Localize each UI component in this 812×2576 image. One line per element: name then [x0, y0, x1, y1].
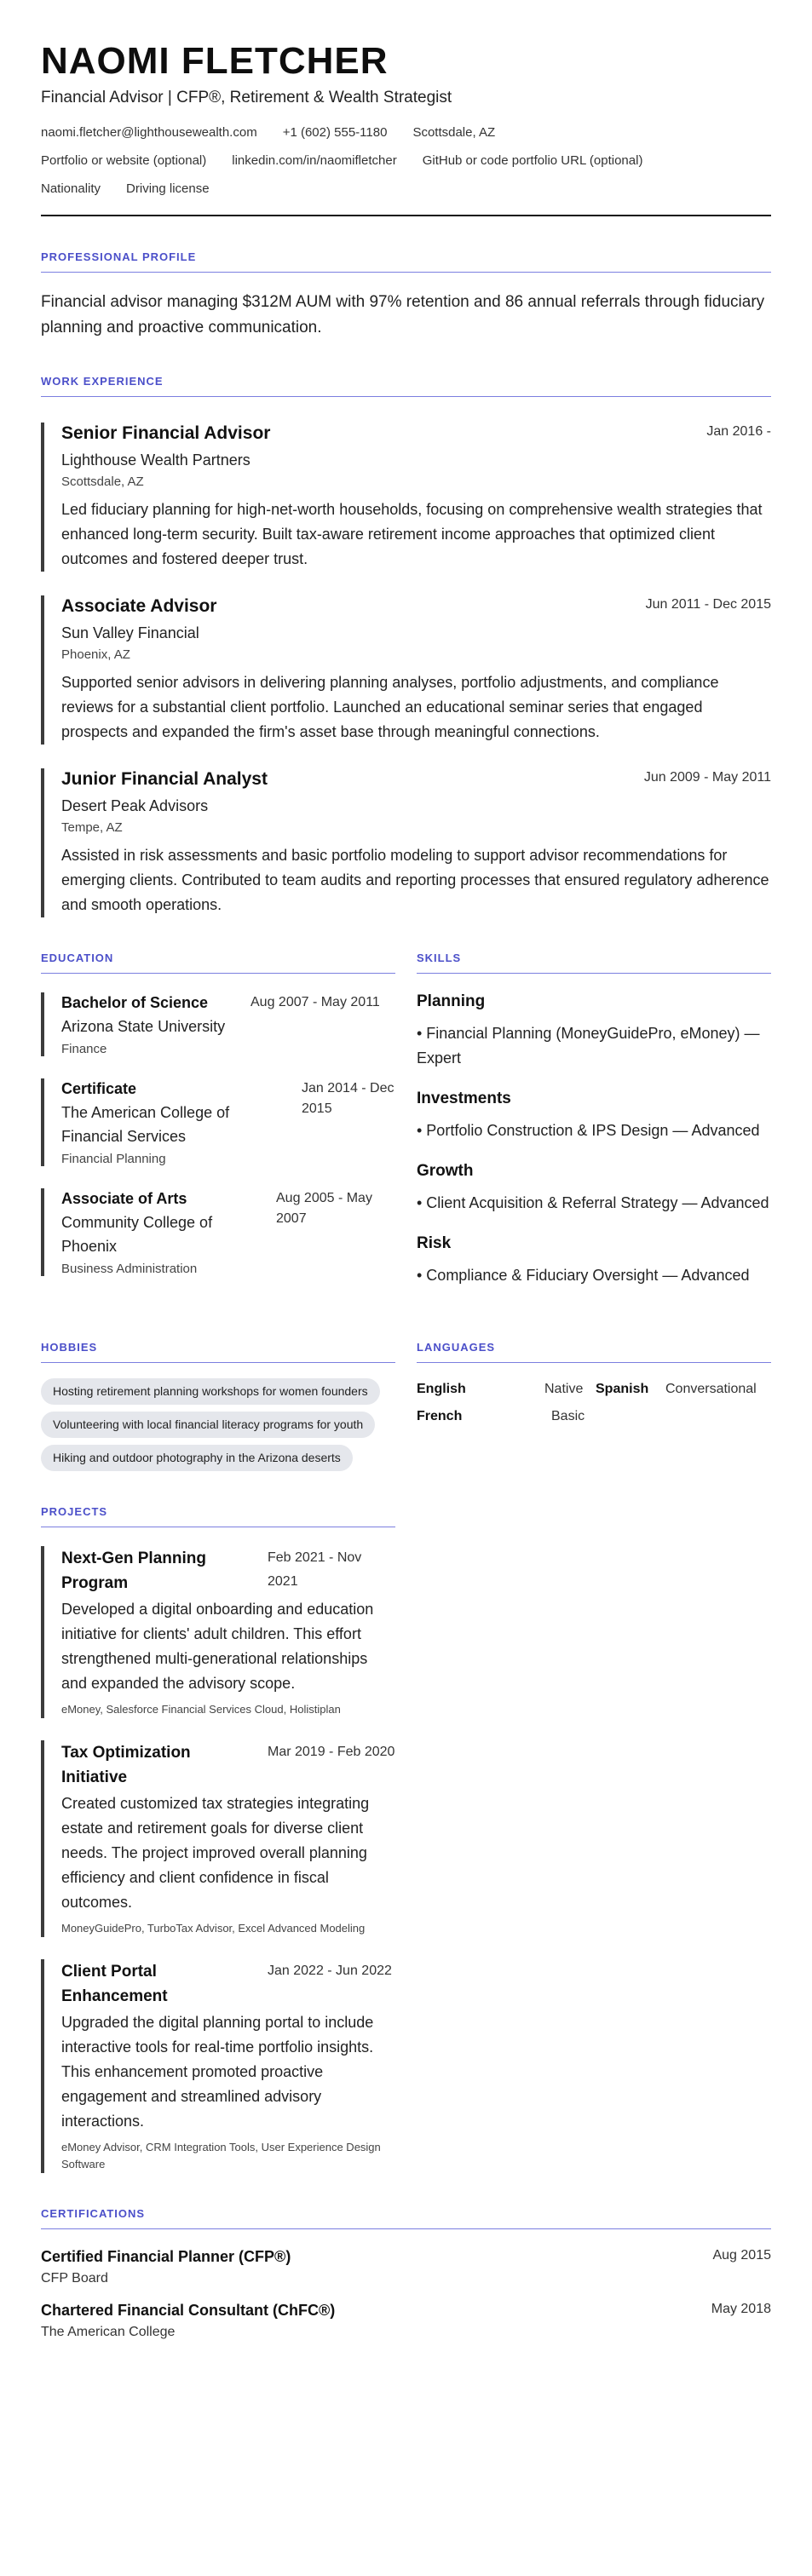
- section-title-skills: SKILLS: [417, 952, 771, 974]
- section-title-experience: WORK EXPERIENCE: [41, 375, 771, 397]
- project-tools: eMoney, Salesforce Financial Services Cloud, Holistiplan: [61, 1703, 341, 1716]
- project-description: Created customized tax strategies integrating estate and retirement goals for diverse client needs. The project improved overall planning efficiency and client confidence in fiscal outcomes.: [61, 1795, 370, 1911]
- section-title-profile: PROFESSIONAL PROFILE: [41, 250, 771, 273]
- cert-name: Certified Financial Planner (CFP®): [41, 2248, 291, 2265]
- cert-name: Chartered Financial Consultant (ChFC®): [41, 2302, 336, 2319]
- language-name: Spanish: [596, 1382, 649, 1396]
- education-skills-row: [41, 917, 771, 1288]
- project-name: Client Portal Enhancement: [61, 1963, 168, 2005]
- language-level: Basic: [551, 1409, 585, 1423]
- project-name: Tax Optimization Initiative: [61, 1744, 191, 1786]
- cert-issuer: CFP Board: [41, 2271, 108, 2286]
- section-title-projects: PROJECTS: [41, 1505, 395, 1527]
- resume-header: [41, 39, 771, 216]
- job-company: Desert Peak Advisors: [61, 797, 209, 814]
- edu-field: Financial Planning: [61, 1152, 166, 1166]
- project-tools: eMoney Advisor, CRM Integration Tools, User Experience Design Software: [61, 2141, 381, 2171]
- linkedin-link[interactable]: linkedin.com/in/naomifletcher: [232, 153, 397, 168]
- cert-date: Aug 2015: [712, 2248, 771, 2263]
- edu-field: Finance: [61, 1042, 107, 1056]
- edu-date: Aug 2007 - May 2011: [251, 995, 380, 1009]
- language-row: [417, 1409, 771, 1424]
- nationality: Nationality: [41, 181, 101, 196]
- job-date: Jun 2009 - May 2011: [643, 770, 771, 785]
- languages-column: [417, 1288, 771, 1471]
- skill-item: • Portfolio Construction & IPS Design — Advanced: [417, 1122, 760, 1139]
- job-date: Jan 2016 -: [706, 424, 771, 439]
- edu-date: Jan 2014 - Dec 2015: [302, 1081, 394, 1116]
- portfolio-link[interactable]: Portfolio or website (optional): [41, 153, 207, 168]
- edu-school: Arizona State University: [61, 1018, 226, 1035]
- job-entry: [41, 595, 771, 745]
- hobbies-column: [41, 1288, 395, 1471]
- job-description: Led fiduciary planning for high-net-worth households, focusing on comprehensive wealth strategies that enhanced long-term security. Built tax-aware retirement income approaches that optimized client outcomes and fostered deeper trust.: [61, 501, 763, 567]
- job-location: Phoenix, AZ: [61, 647, 130, 662]
- project-entry: [41, 1546, 395, 1718]
- project-date: Feb 2021 - Nov 2021: [268, 1550, 362, 1589]
- project-description: Upgraded the digital planning portal to include interactive tools for real-time portfolio insights. This enhancement promoted proactive engagement and streamlined advisory interactions.: [61, 2014, 374, 2130]
- skills-column: [417, 917, 771, 1288]
- project-tools: MoneyGuidePro, TurboTax Advisor, Excel Advanced Modeling: [61, 1922, 366, 1935]
- education-column: [41, 917, 395, 1288]
- education-entry: [41, 1078, 395, 1166]
- project-entry: [41, 1959, 395, 2173]
- edu-degree: Bachelor of Science: [61, 994, 209, 1011]
- job-description: Supported senior advisors in delivering planning analyses, portfolio adjustments, and compliance reviews for a substantial client portfolio. Launched an educational seminar series that engaged prospects and expanded the firm's asset base through meaningful connections.: [61, 674, 719, 740]
- job-role: Senior Financial Advisor: [61, 423, 271, 443]
- job-company: Sun Valley Financial: [61, 624, 199, 641]
- hobby-list: [41, 1378, 395, 1471]
- edu-field: Business Administration: [61, 1262, 198, 1276]
- hobbies-languages-row: [41, 1288, 771, 1471]
- section-title-languages: LANGUAGES: [417, 1341, 771, 1363]
- email-link[interactable]: naomi.fletcher@lighthousewealth.com: [41, 125, 257, 140]
- language-name: French: [417, 1409, 463, 1423]
- skill-item: • Client Acquisition & Referral Strategy — Advanced: [417, 1194, 769, 1211]
- language-name: English: [417, 1382, 466, 1396]
- profile-summary: Financial advisor managing $312M AUM with 97% retention and 86 annual referrals through fiduciary planning and proactive communication.: [41, 293, 765, 336]
- education-entry: [41, 1188, 395, 1276]
- contact-block: [41, 124, 771, 198]
- language-row: [417, 1382, 771, 1397]
- projects-column: [41, 1505, 395, 2173]
- edu-school: Community College of Phoenix: [61, 1214, 213, 1255]
- edu-degree: Associate of Arts: [61, 1190, 187, 1207]
- skill-category: Risk: [417, 1234, 452, 1252]
- phone-number[interactable]: +1 (602) 555-1180: [282, 125, 388, 140]
- contact-row: [41, 152, 771, 170]
- hobby-tag: Volunteering with local financial literacy programs for youth: [41, 1412, 375, 1438]
- job-location: Tempe, AZ: [61, 820, 123, 835]
- contact-row: [41, 124, 771, 141]
- job-description: Assisted in risk assessments and basic portfolio modeling to support advisor recommendations for emerging clients. Contributed to team audits and reporting processes that ensured regulatory adherence and smooth operations.: [61, 847, 769, 913]
- hobby-tag: Hosting retirement planning workshops for women founders: [41, 1378, 380, 1405]
- github-link[interactable]: GitHub or code portfolio URL (optional): [422, 153, 643, 168]
- job-entry: [41, 768, 771, 917]
- header-divider: [41, 215, 771, 216]
- language-list: [417, 1382, 771, 1424]
- candidate-title: Financial Advisor | CFP®, Retirement & Wealth Strategist: [41, 89, 452, 106]
- section-title-certifications: CERTIFICATIONS: [41, 2207, 771, 2229]
- project-name: Next-Gen Planning Program: [61, 1550, 206, 1592]
- job-date: Jun 2011 - Dec 2015: [645, 597, 771, 612]
- section-title-education: EDUCATION: [41, 952, 395, 974]
- skill-category: Investments: [417, 1090, 511, 1107]
- edu-school: The American College of Financial Services: [61, 1104, 230, 1145]
- skill-category: Growth: [417, 1162, 474, 1180]
- certification-entry: [41, 2248, 771, 2286]
- hobby-tag: Hiking and outdoor photography in the Arizona deserts: [41, 1445, 353, 1471]
- project-entry: [41, 1740, 395, 1937]
- skill-item: • Financial Planning (MoneyGuidePro, eMoney) — Expert: [417, 1025, 760, 1067]
- job-location: Scottsdale, AZ: [61, 474, 144, 489]
- project-description: Developed a digital onboarding and education initiative for clients' adult children. This effort strengthened multi-generational relationships and expanded the advisory scope.: [61, 1601, 374, 1692]
- skill-category: Planning: [417, 992, 486, 1010]
- job-company: Lighthouse Wealth Partners: [61, 451, 251, 469]
- language-level: Native: [544, 1382, 584, 1396]
- job-role: Junior Financial Analyst: [61, 769, 268, 789]
- contact-row: [41, 181, 771, 198]
- driving-license: Driving license: [126, 181, 210, 196]
- project-date: Mar 2019 - Feb 2020: [268, 1745, 395, 1759]
- candidate-name: NAOMI FLETCHER: [41, 40, 389, 82]
- edu-degree: Certificate: [61, 1080, 137, 1097]
- edu-date: Aug 2005 - May 2007: [276, 1191, 372, 1226]
- project-date: Jan 2022 - Jun 2022: [268, 1964, 392, 1978]
- location: Scottsdale, AZ: [412, 125, 496, 140]
- cert-date: May 2018: [711, 2302, 771, 2316]
- skill-item: • Compliance & Fiduciary Oversight — Advanced: [417, 1267, 750, 1284]
- language-level: Conversational: [665, 1382, 757, 1396]
- education-entry: [41, 992, 395, 1056]
- cert-issuer: The American College: [41, 2325, 176, 2339]
- section-title-hobbies: HOBBIES: [41, 1341, 395, 1363]
- certification-entry: [41, 2302, 771, 2340]
- job-entry: [41, 423, 771, 572]
- job-role: Associate Advisor: [61, 596, 217, 616]
